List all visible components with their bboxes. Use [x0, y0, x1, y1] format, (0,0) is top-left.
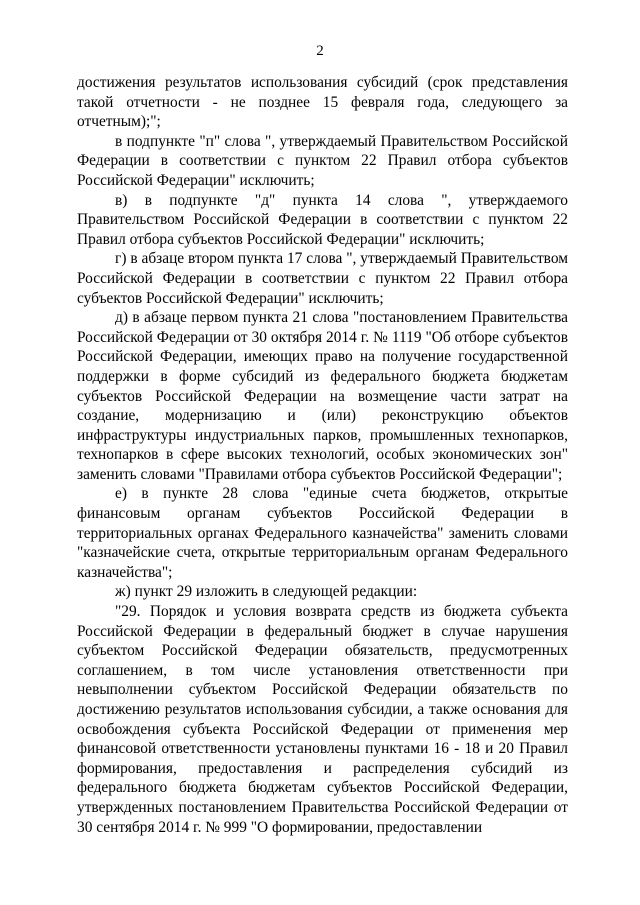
- paragraph: г) в абзаце втором пункта 17 слова ", утверждаемый Правительством Российской Федерации в соответствии с пунктом 22 Правил отбора субъектов Российской Федерации" исключить;: [77, 250, 568, 307]
- document-body: [77, 73, 568, 837]
- paragraph: достижения результатов использования субсидий (срок представления такой отчетности - не позднее 15 февраля года, следующего за отчетным);";: [77, 74, 568, 131]
- paragraph: в подпункте "п" слова ", утверждаемый Правительством Российской Федерации в соответствии с пунктом 22 Правил отбора субъектов Российской Федерации" исключить;: [77, 132, 568, 189]
- page-number: 2: [316, 43, 324, 59]
- paragraph: в) в подпункте "д" пункта 14 слова ", утверждаемого Правительством Российской Федерации в соответствии с пунктом 22 Правил отбора субъектов Российской Федерации" исключить;: [77, 191, 568, 248]
- paragraph: ж) пункт 29 изложить в следующей редакции:: [115, 583, 418, 601]
- paragraph: д) в абзаце первом пункта 21 слова "постановлением Правительства Российской Федерации от 30 октября 2014 г. № 1119 "Об отборе субъектов Российской Федерации, имеющих право на получение государственной поддержки в форме субсидий из федерального бюджета бюджетам субъектов Российской Федерации на возмещение части затрат на создание, модернизацию и (или) реконструкцию объектов инфраструктуры индустриальных парков, промышленных технопарков, технопарков в сфере высоких технологий, особых экономических зон" заменить словами "Правилами отбора субъектов Российской Федерации";: [77, 309, 568, 483]
- paragraph: "29. Порядок и условия возврата средств из бюджета субъекта Российской Федерации в федеральный бюджет в случае нарушения субъектом Российской Федерации обязательств, предусмотренных соглашением, в том числе установления ответственности при невыполнении субъектом Российской Федерации обязательств по достижению результатов использования субсидии, а также основания для освобождения субъекта Российской Федерации от применения мер финансовой ответственности установлены пунктами 16 - 18 и 20 Правил формирования, предоставления и распределения субсидий из федерального бюджета бюджетам субъектов Российской Федерации, утвержденных постановлением Правительства Российской Федерации от 30 сентября 2014 г. № 999 "О формировании, предоставлении: [77, 603, 568, 836]
- paragraph: е) в пункте 28 слова "единые счета бюджетов, открытые финансовым органам субъектов Российской Федерации в территориальных органах Федерального казначейства" заменить словами "казначейские счета, открытые территориальным органам Федерального казначейства";: [77, 485, 568, 581]
